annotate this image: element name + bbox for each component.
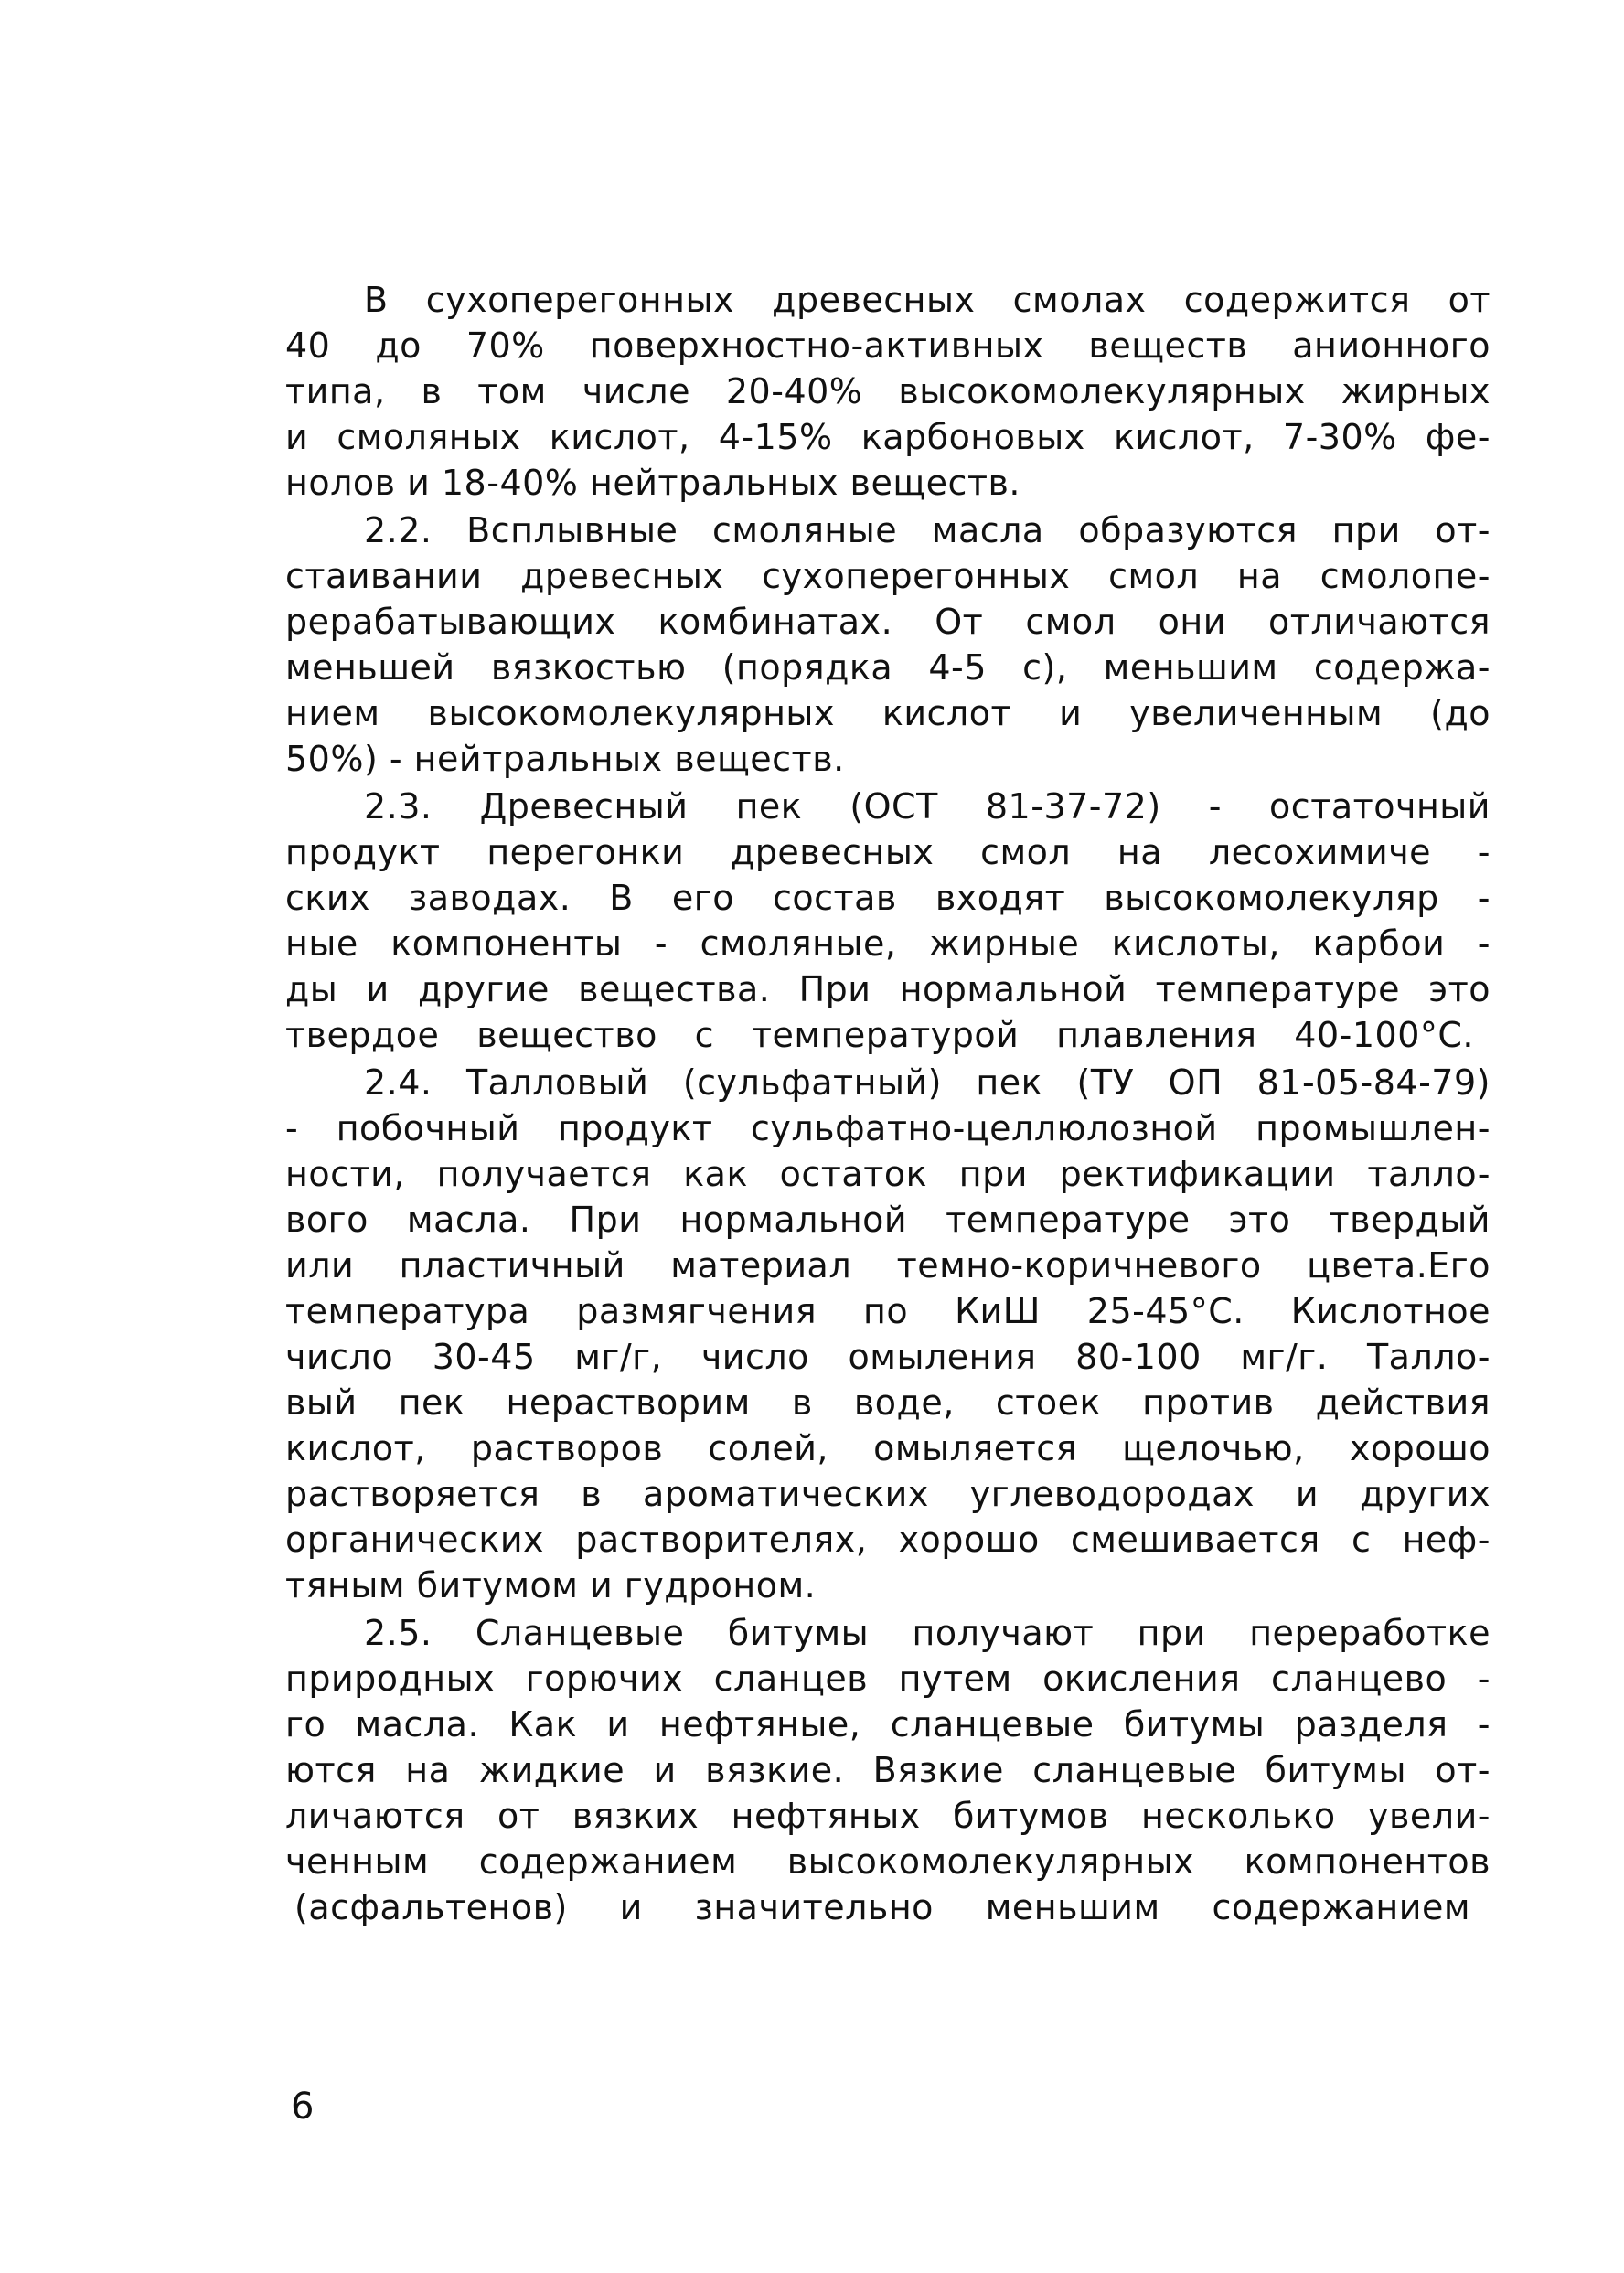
text-line-6: 2.2. Всплывные смоляные масла образуются при от- <box>364 510 1490 550</box>
text-line-4: и смоляных кислот, 4-15% карбоновых кислот, 7-30% фе- <box>285 417 1490 457</box>
text-line-36: (асфальтенов) и значительно меньшим содержанием <box>294 1887 1470 1927</box>
text-line-17: твердое вещество с температурой плавления 40-100°С. <box>285 1015 1474 1055</box>
text-line-32: го масла. Как и нефтяные, сланцевые битумы разделя - <box>285 1704 1490 1745</box>
text-line-5: нолов и 18-40% нейтральных веществ. <box>285 463 1020 503</box>
text-line-3: типа, в том числе 20-40% высокомолекулярных жирных <box>285 371 1490 411</box>
text-line-7: стаивании древесных сухоперегонных смол на смолопе- <box>285 556 1490 596</box>
text-line-18: 2.4. Талловый (сульфатный) пек (ТУ ОП 81-05-84-79) <box>364 1062 1490 1103</box>
text-line-26: кислот, растворов солей, омыляется щелочью, хорошо <box>285 1428 1490 1468</box>
text-line-34: личаются от вязких нефтяных битумов несколько увели- <box>285 1796 1490 1836</box>
text-line-14: ских заводах. В его состав входят высокомолекуляр - <box>285 878 1490 918</box>
text-line-33: ются на жидкие и вязкие. Вязкие сланцевые битумы от- <box>285 1750 1490 1790</box>
text-line-21: вого масла. При нормальной температуре это твердый <box>285 1200 1490 1240</box>
text-line-23: температура размягчения по КиШ 25-45°С. Кислотное <box>285 1291 1490 1331</box>
text-line-31: природных горючих сланцев путем окисления сланцево - <box>285 1659 1490 1699</box>
text-line-16: ды и другие вещества. При нормальной температуре это <box>285 969 1490 1009</box>
text-line-35: ченным содержанием высокомолекулярных компонентов <box>285 1841 1490 1882</box>
text-line-30: 2.5. Сланцевые битумы получают при переработке <box>364 1613 1490 1653</box>
text-line-22: или пластичный материал темно-коричневого цвета.Его <box>285 1245 1490 1286</box>
text-line-8: рерабатывающих комбинатах. От смол они отличаются <box>285 602 1490 642</box>
text-line-10: нием высокомолекулярных кислот и увеличенным (до <box>285 693 1490 733</box>
text-line-1: В сухоперегонных древесных смолах содержится от <box>364 280 1490 320</box>
text-line-20: ности, получается как остаток при ректификации таллo- <box>285 1154 1490 1194</box>
text-line-9: меньшей вязкостью (порядка 4-5 с), меньшим содержа- <box>285 647 1490 688</box>
text-line-28: органических растворителях, хорошо смешивается с неф- <box>285 1520 1490 1560</box>
text-line-12: 2.3. Древесный пек (ОСТ 81-37-72) - остаточный <box>364 786 1490 827</box>
text-line-2: 40 до 70% поверхностно-активных веществ анионного <box>285 325 1490 366</box>
text-line-19: - побочный продукт сульфатно-целлюлозной промышлен- <box>285 1108 1490 1148</box>
page-number: 6 <box>291 2086 315 2128</box>
text-line-11: 50%) - нейтральных веществ. <box>285 739 845 779</box>
text-line-27: растворяется в ароматических углеводородах и других <box>285 1474 1490 1514</box>
text-line-24: число 30-45 мг/г, число омыления 80-100 мг/г. Талло- <box>285 1337 1490 1377</box>
text-line-15: ные компоненты - смоляные, жирные кислоты, карбои - <box>285 923 1490 964</box>
text-line-29: тяным битумом и гудроном. <box>285 1565 817 1606</box>
text-line-13: продукт перегонки древесных смол на лесохимиче - <box>285 832 1490 872</box>
text-line-25: вый пек нерастворим в воде, стоек против действия <box>285 1382 1490 1423</box>
